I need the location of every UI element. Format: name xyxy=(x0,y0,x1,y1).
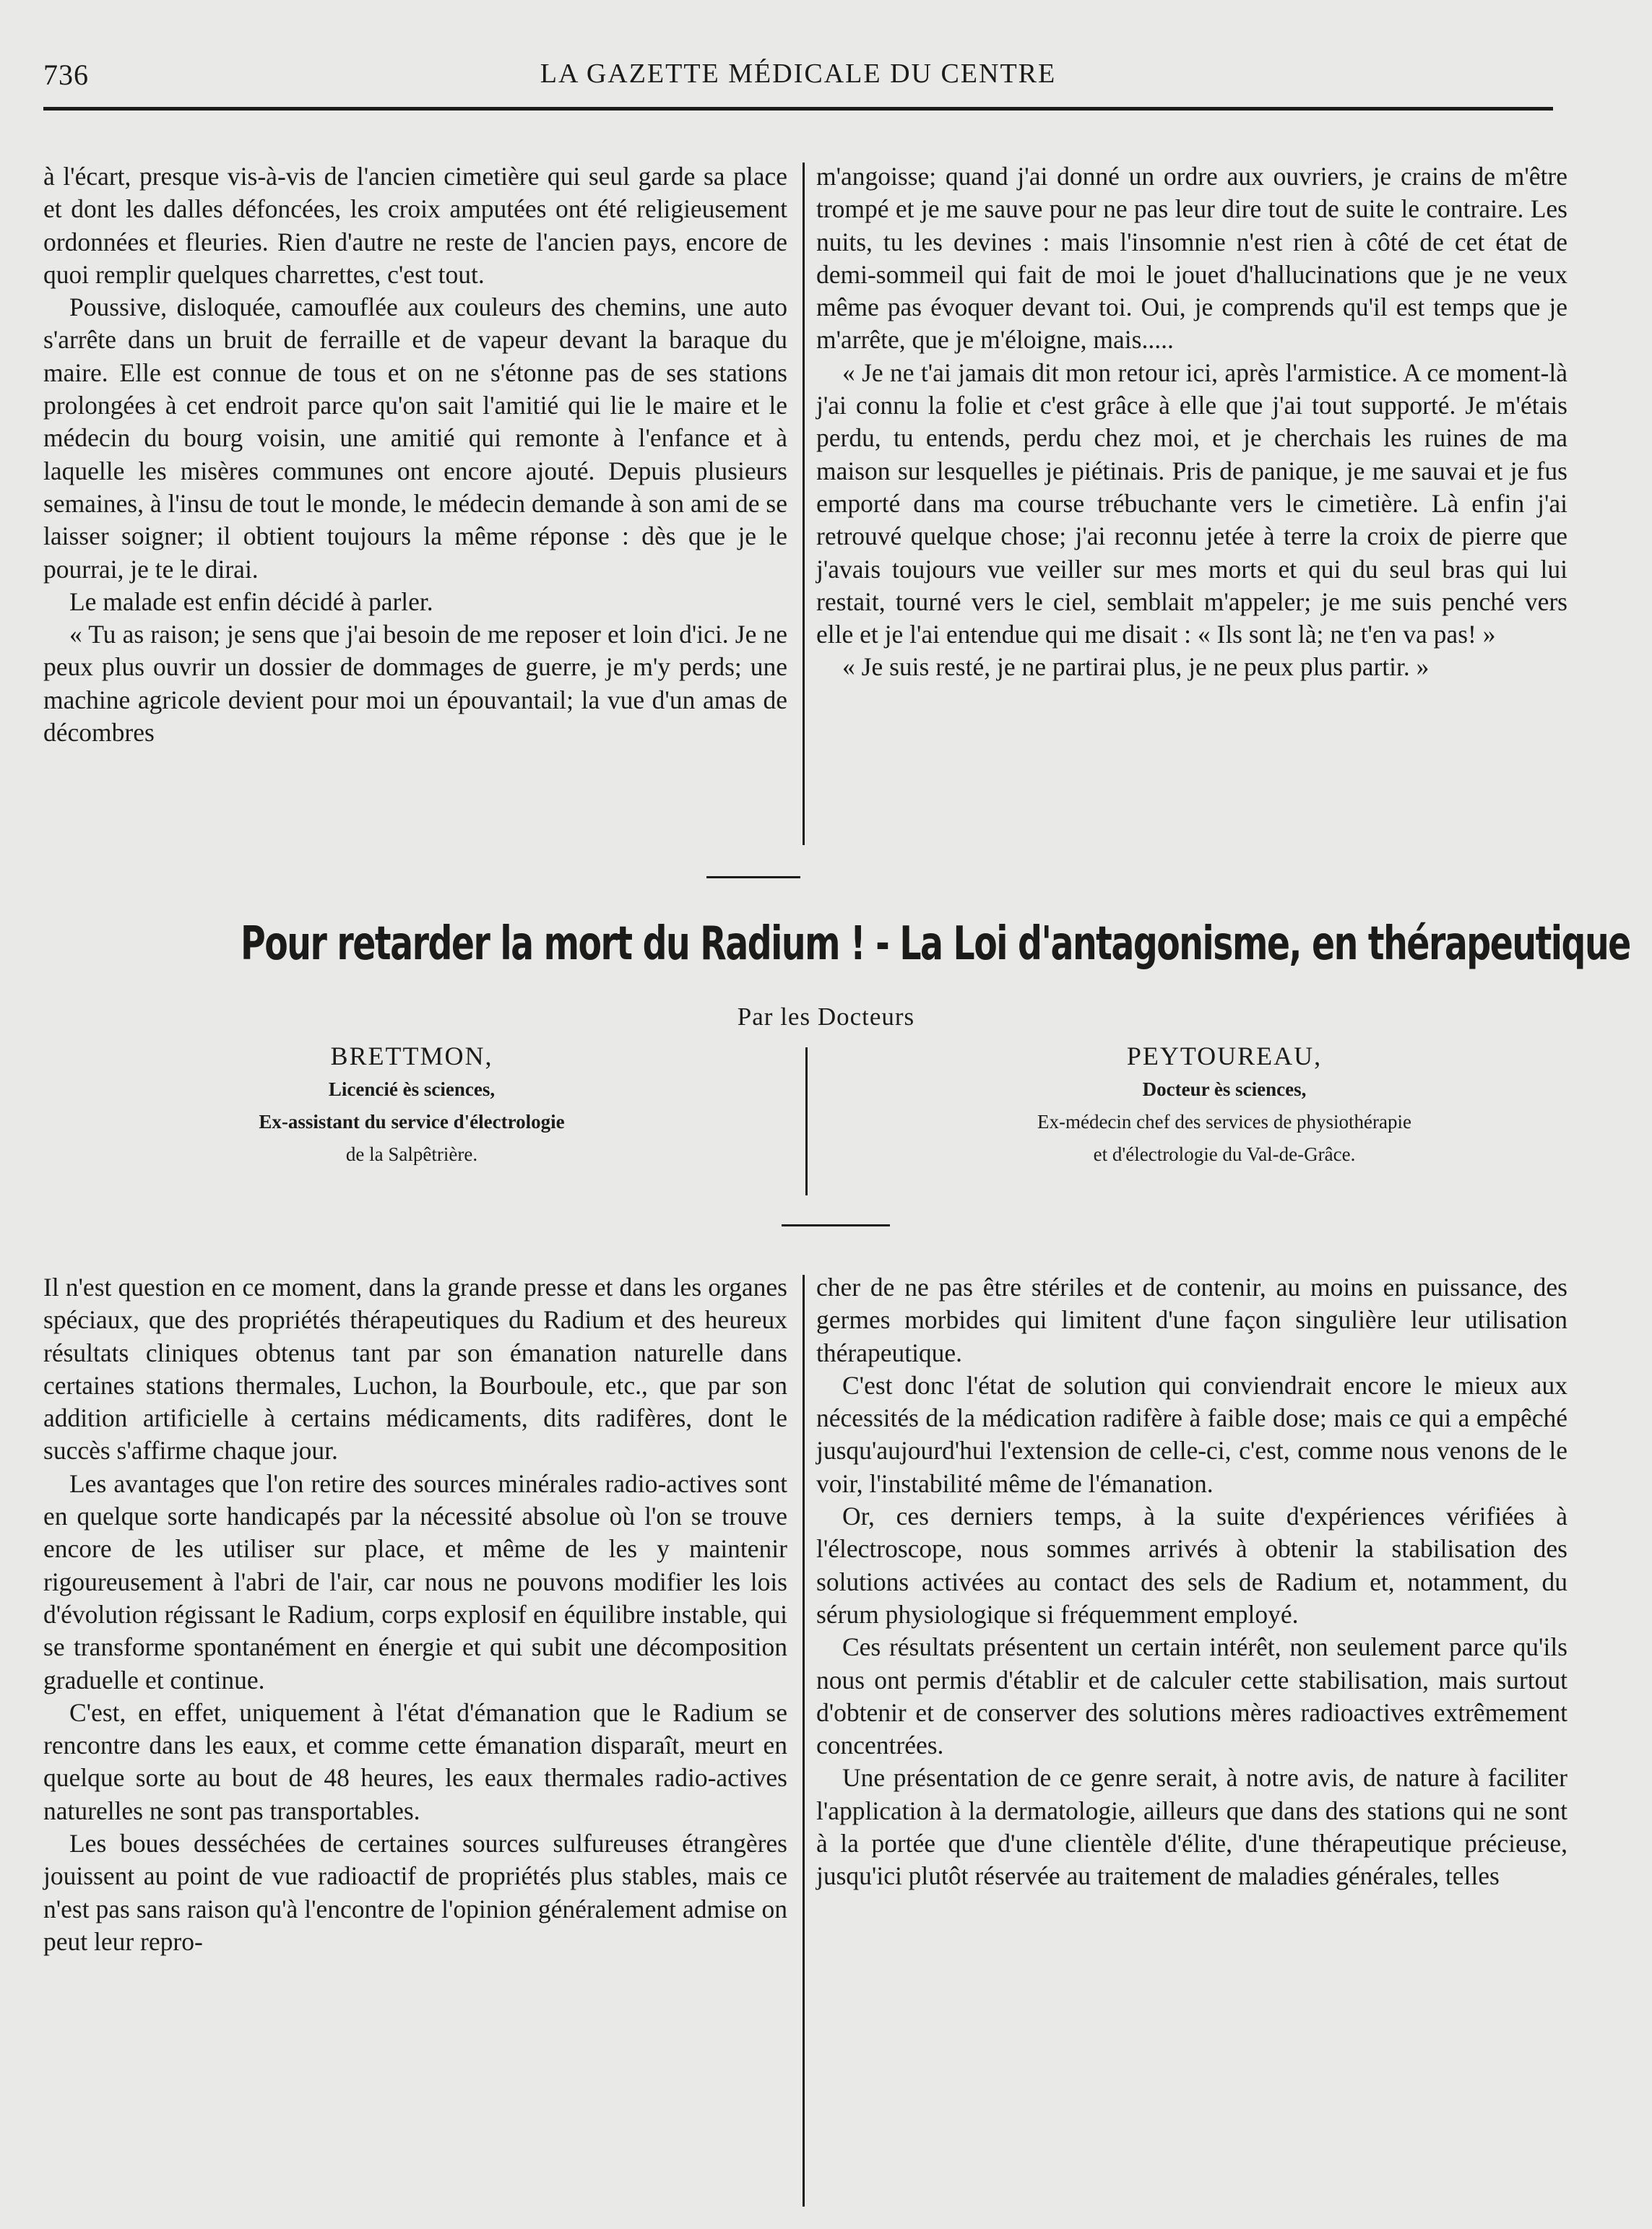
author-credential: de la Salpêtrière. xyxy=(345,1143,478,1165)
author-credential: Docteur ès sciences, xyxy=(1142,1078,1307,1100)
paragraph: Il n'est question en ce moment, dans la grande presse et dans les organes spéciaux, que des propriétés thérapeutiques du Radium et des heureux résultats cliniques obtenus tant par son émanation naturelle dans certaines stations thermales, Luchon, la Bourboule, etc., que par son addition artificielle à certains médicaments, dits radifères, dont le succès s'affirme chaque jour. xyxy=(43,1273,787,1466)
paragraph: Ces résultats présentent un certain intérêt, non seulement parce qu'ils nous ont permis d'établir et de calculer cette stabilisation, mais surtout d'obtenir et de conserver des solutions mères radioactives extrêmement concentrées. xyxy=(816,1632,1567,1760)
previous-article-right-column xyxy=(816,160,1567,684)
article-right-column xyxy=(816,1271,1567,1893)
paragraph: « Je ne t'ai jamais dit mon retour ici, après l'armistice. A ce moment-là j'ai connu la folie et c'est grâce à elle que j'ai tout supporté. Je m'étais perdu, tu entends, perdu chez moi, et je cherchais les ruines de ma maison sur lesquelles je piétinais. Pris de panique, je me sauvai et je fus emporté dans ma course trébuchante vers le cimetière. Là enfin j'ai retrouvé quelque chose; j'ai reconnu jetée à terre la croix de pierre que j'avais toujours vue veiller sur mes morts et qui du seul bras qui lui restait, tourné vers le ciel, semblait m'appeler; je me suis penché vers elle et je l'ai entendue qui me disait : « Ils sont là; ne t'en va pas! » xyxy=(816,358,1567,649)
paragraph: Poussive, disloquée, camouflée aux couleurs des chemins, une auto s'arrête dans un bruit de ferraille et de vapeur devant la baraque du maire. Elle est connue de tous et on ne s'étonne pas de ses stations prolongées à cet endroit parce qu'on sait l'amitié qui lie le maire et le médecin du bourg voisin, une amitié qui remonte à l'enfance et à laquelle les misères communes ont encore ajouté. Depuis plusieurs semaines, à l'insu de tout le monde, le médecin demande à son ami de se laisser soigner; il obtient toujours la même réponse : dès que je le pourrai, je te le dirai. xyxy=(43,293,787,584)
author-credential: Ex-assistant du service d'électrologie xyxy=(259,1111,565,1133)
paragraph: Les avantages que l'on retire des sources minérales radio-actives sont en quelque sorte handicapés par la nécessité absolue où l'on se trouve encore de les utiliser sur place, et même de les y maintenir rigoureusement à l'abri de l'air, car nous ne pouvons modifier les lois d'évolution régissant le Radium, corps explosif en équilibre instable, qui se transforme spontanément en énergie et qui subit une décomposition graduelle et continue. xyxy=(43,1468,787,1695)
author-divider xyxy=(805,1047,808,1195)
paragraph: cher de ne pas être stériles et de contenir, au moins en puissance, des germes morbides qui limitent d'une façon singulière leur utilisation thérapeutique. xyxy=(816,1273,1567,1367)
paragraph: C'est donc l'état de solution qui conviendrait encore le mieux aux nécessités de la médication radifère à faible dose; mais ce qui a empêché jusqu'aujourd'hui l'extension de celle-ci, c'est, comme nous venons de le voir, l'instabilité même de l'émanation. xyxy=(816,1370,1567,1498)
article-left-column xyxy=(43,1271,787,1958)
section-separator xyxy=(706,876,800,878)
paragraph: « Je suis resté, je ne partirai plus, je ne peux plus partir. » xyxy=(842,652,1430,682)
byline: Par les Docteurs xyxy=(737,1003,915,1031)
paragraph: à l'écart, presque vis-à-vis de l'ancien cimetière qui seul garde sa place et dont les dalles défoncées, les croix amputées ont été religieusement ordonnées et fleuries. Rien d'autre ne reste de l'ancien pays, encore de quoi remplir quelques charrettes, c'est tout. xyxy=(43,162,787,289)
column-divider xyxy=(803,1275,805,2207)
author-name: PEYTOUREAU, xyxy=(1126,1042,1323,1070)
paragraph: Une présentation de ce genre serait, à notre avis, de nature à faciliter l'application à la dermatologie, ailleurs que dans des stations qui ne sont à la portée que d'une clientèle d'élite, d'une thérapeutique précieuse, jusqu'ici plutôt réservée au traitement de maladies générales, telles xyxy=(816,1763,1567,1891)
column-divider xyxy=(803,163,805,845)
header-rule xyxy=(43,107,1553,111)
page-number: 736 xyxy=(43,59,89,91)
paragraph: Les boues desséchées de certaines sources sulfureuses étrangères jouissent au point de vue radioactif de propriétés plus stables, mais ce n'est pas sans raison qu'à l'encontre de l'opinion généralement admise on peut leur repro- xyxy=(43,1829,787,1956)
previous-article-left-column xyxy=(43,160,787,749)
author-credential: Ex-médecin chef des services de physiothérapie xyxy=(1037,1111,1412,1133)
section-separator xyxy=(782,1224,890,1226)
page-header xyxy=(43,58,1553,101)
author-credential: Licencié ès sciences, xyxy=(328,1078,496,1100)
paragraph: Le malade est enfin décidé à parler. xyxy=(69,587,433,616)
author-credential: et d'électrologie du Val-de-Grâce. xyxy=(1093,1143,1356,1165)
author-brettmon xyxy=(159,1039,665,1171)
paragraph: Or, ces derniers temps, à la suite d'expériences vérifiées à l'électroscope, nous sommes arrivés à obtenir la stabilisation des solutions activées au contact des sels de Radium et, notamment, du sérum physiologique si fréquemment employé. xyxy=(816,1502,1567,1629)
article-title: Pour retarder la mort du Radium ! - La Loi d'antagonisme, en thérapeutique xyxy=(241,917,1630,971)
paragraph: « Tu as raison; je sens que j'ai besoin de me reposer et loin d'ici. Je ne peux plus ouvrir un dossier de dommages de guerre, je m'y perds; une machine agricole devient pour moi un épouvantail; la vue d'un amas de décombres xyxy=(43,620,787,748)
paragraph: m'angoisse; quand j'ai donné un ordre aux ouvriers, je crains de m'être trompé et je me sauve pour ne pas leur dire tout de suite le contraire. Les nuits, tu les devines : mais l'insomnie n'est rien à côté de cet état de demi-sommeil qui fait de moi le jouet d'hallucinations que je ne veux même pas évoquer devant toi. Oui, je comprends qu'il est temps que je m'arrête, que je m'éloigne, mais..... xyxy=(816,162,1567,355)
journal-title: LA GAZETTE MÉDICALE DU CENTRE xyxy=(540,59,1057,89)
author-peytoureau xyxy=(914,1039,1535,1171)
author-name: BRETTMON, xyxy=(330,1042,493,1070)
paragraph: C'est, en effet, uniquement à l'état d'émanation que le Radium se rencontre dans les eaux, et comme cette émanation disparaît, meurt en quelque sorte au bout de 48 heures, les eaux thermales radio-actives naturelles ne sont pas transportables. xyxy=(43,1697,787,1825)
